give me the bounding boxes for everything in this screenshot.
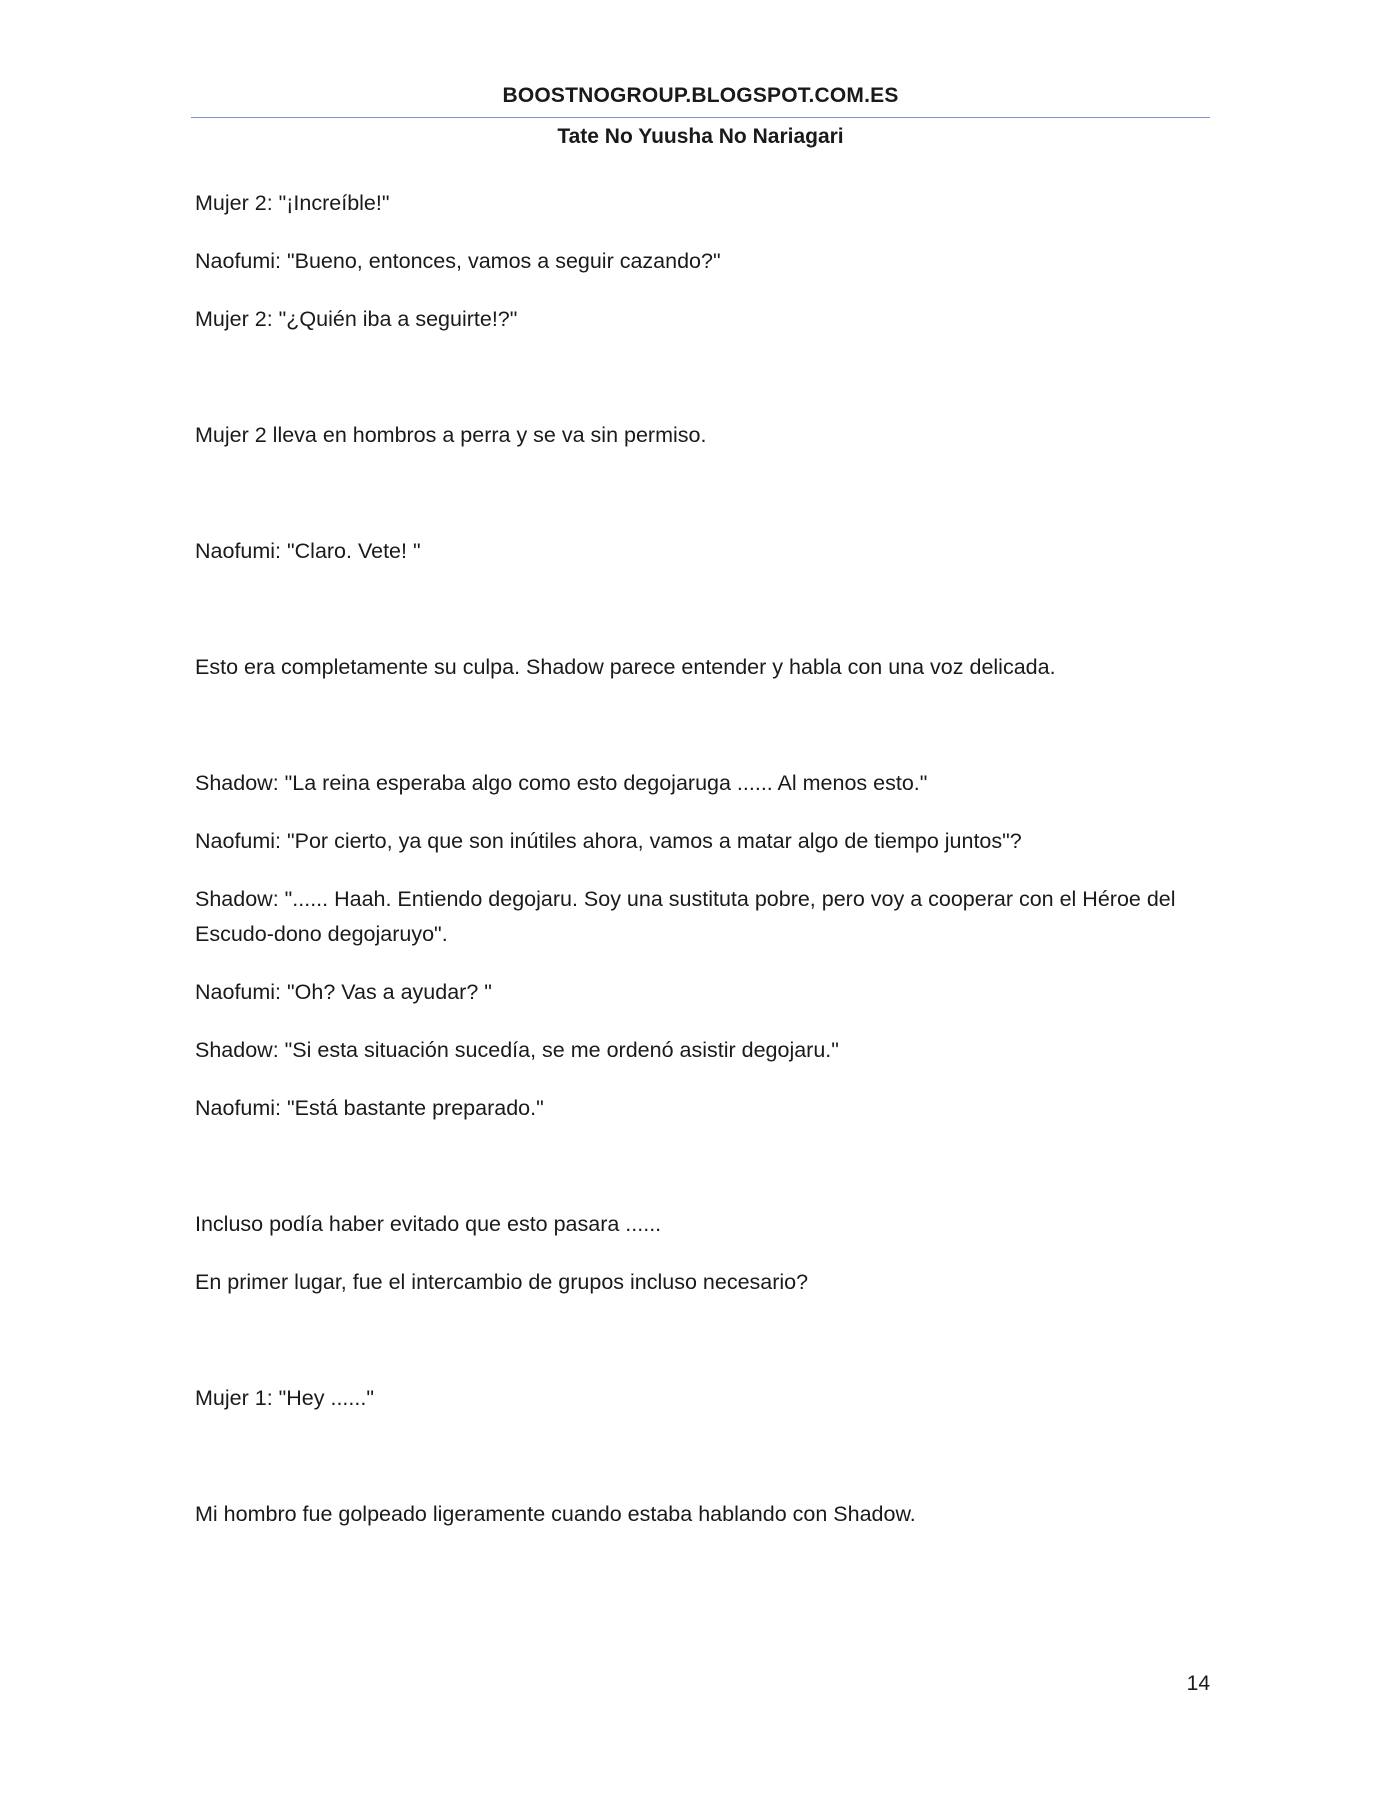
paragraph: Incluso podía haber evitado que esto pasara ...... — [195, 1212, 662, 1236]
paragraph: Naofumi: "Claro. Vete! " — [195, 539, 421, 563]
paragraph: Shadow: "La reina esperaba algo como esto degojaruga ...... Al menos esto." — [195, 771, 928, 795]
paragraph: Mujer 2: "¿Quién iba a seguirte!?" — [195, 307, 518, 331]
header-site: BOOSTNOGROUP.BLOGSPOT.COM.ES — [502, 84, 899, 107]
paragraph: En primer lugar, fue el intercambio de grupos incluso necesario? — [195, 1270, 809, 1294]
paragraph: Naofumi: "Oh? Vas a ayudar? " — [195, 980, 492, 1004]
paragraph: Esto era completamente su culpa. Shadow parece entender y habla con una voz delicada. — [195, 655, 1056, 679]
paragraph: Shadow: "...... Haah. Entiendo degojaru. Soy una sustituta pobre, pero voy a cooperar con el Héroe del Escudo-dono degojaruyo". — [195, 887, 1176, 946]
paragraph: Mujer 1: "Hey ......" — [195, 1386, 374, 1410]
paragraph: Naofumi: "Está bastante preparado." — [195, 1096, 544, 1120]
paragraph: Shadow: "Si esta situación sucedía, se me ordenó asistir degojaru." — [195, 1038, 839, 1062]
paragraph: Naofumi: "Bueno, entonces, vamos a seguir cazando?" — [195, 249, 721, 273]
paragraph: Mi hombro fue golpeado ligeramente cuando estaba hablando con Shadow. — [195, 1502, 916, 1526]
paragraph: Mujer 2: "¡Increíble!" — [195, 191, 390, 215]
page-number: 14 — [1186, 1672, 1210, 1695]
header-divider — [191, 117, 1210, 118]
document-title: Tate No Yuusha No Nariagari — [557, 125, 844, 148]
paragraph: Naofumi: "Por cierto, ya que son inútiles ahora, vamos a matar algo de tiempo juntos"? — [195, 829, 1022, 853]
paragraph: Mujer 2 lleva en hombros a perra y se va sin permiso. — [195, 423, 707, 447]
